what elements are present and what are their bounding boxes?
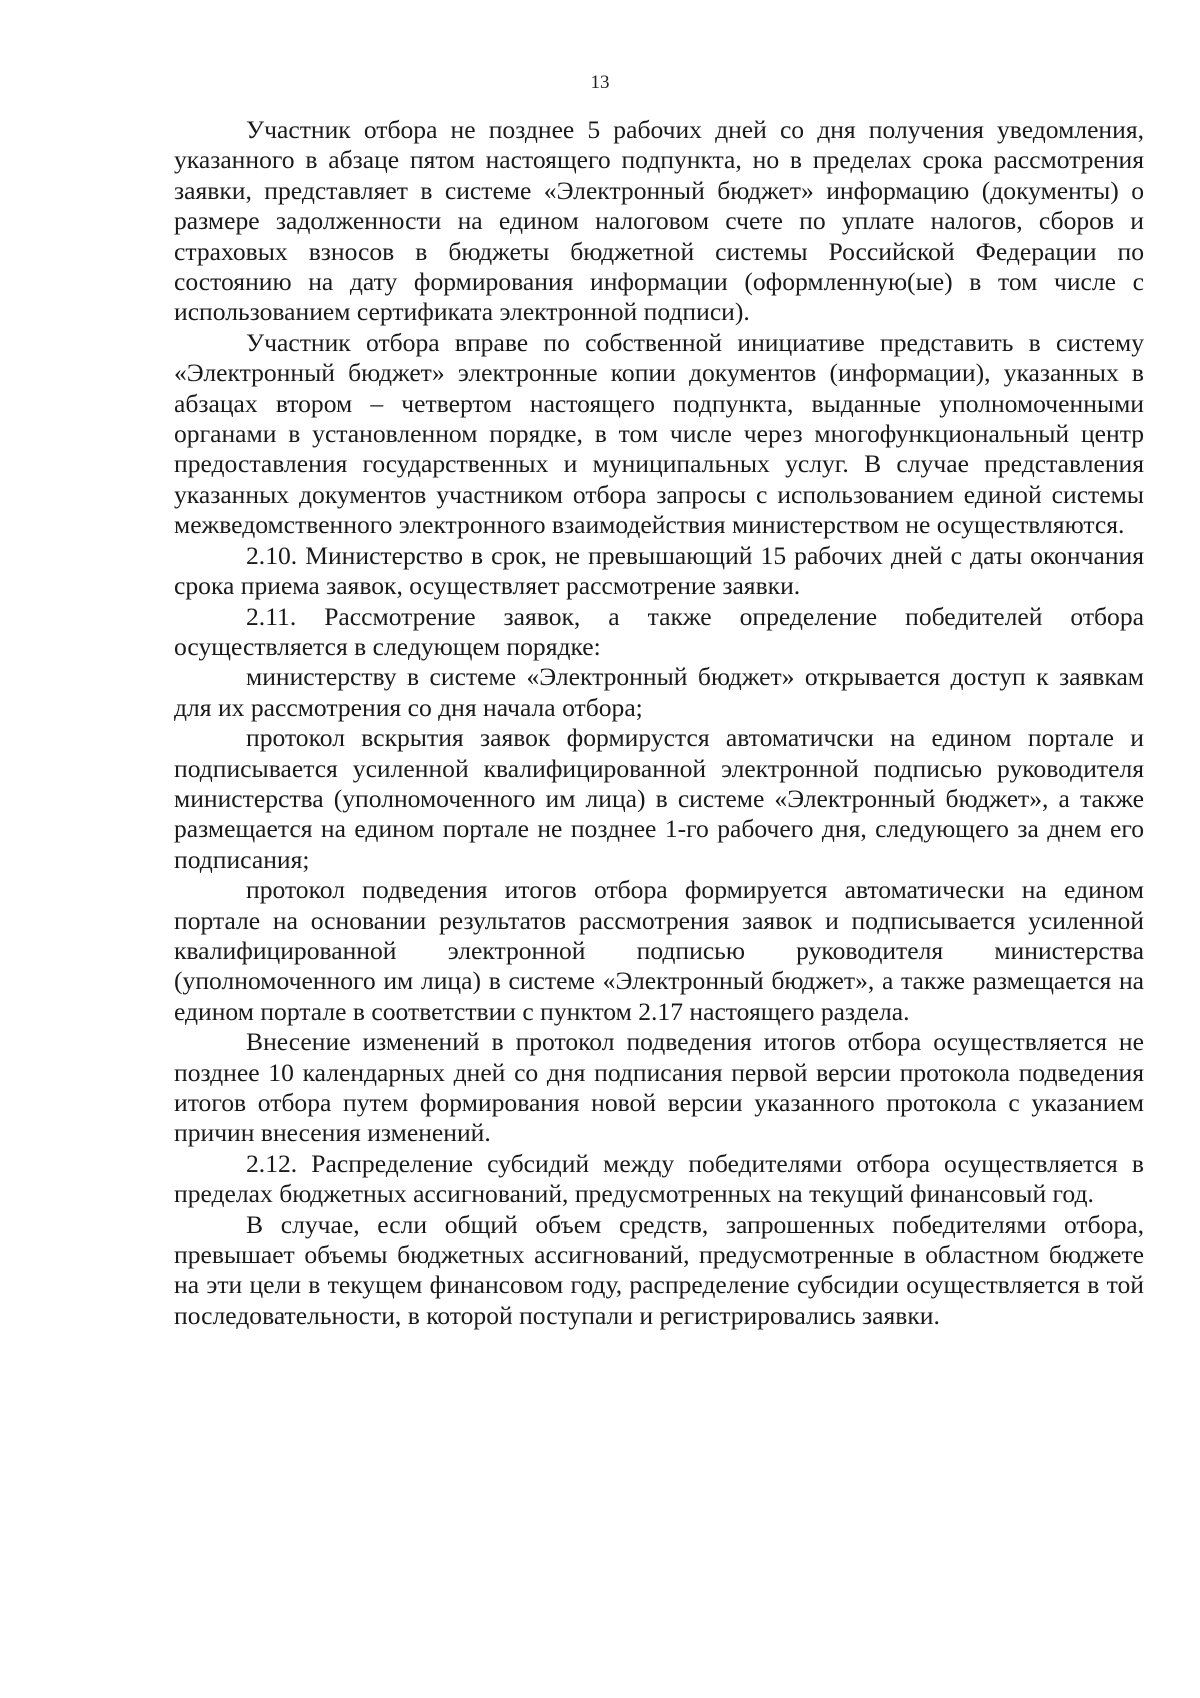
paragraph-allocation-order: В случае, если общий объем средств, запрошенных победителями отбора, превышает объемы бюджетных ассигнований, предусмотренные в областном бюджете на эти цели в текущем финансовом году, распределение субсидии осуществляется в той последовательности, в которой поступали и регистрировались заявки. bbox=[174, 1209, 1144, 1330]
paragraph-protocol-changes: Внесение изменений в протокол подведения итогов отбора осуществляется не позднее 10 календарных дней со дня подписания первой версии протокола подведения итогов отбора путем формирования новой версии указанного протокола с указанием причин внесения изменений. bbox=[174, 1027, 1144, 1148]
page-number: 13 bbox=[590, 72, 610, 93]
paragraph-2-12: 2.12. Распределение субсидий между победителями отбора осуществляется в пределах бюджетных ассигнований, предусмотренных на текущий финансовый год. bbox=[174, 1148, 1144, 1209]
paragraph-2-10: 2.10. Министерство в срок, не превышающий 15 рабочих дней с даты окончания срока приема заявок, осуществляет рассмотрение заявки. bbox=[174, 540, 1144, 601]
paragraph-opening-protocol: протокол вскрытия заявок формирустся автоматичски на едином портале и подписывается усиленной квалифицированной электронной подписью руководителя министерства (уполномоченного им лица) в системе «Электронный бюджет», а также размещается на едином портале не позднее 1-го рабочего дня, следующего за днем его подписания; bbox=[174, 723, 1144, 874]
paragraph-2-11: 2.11. Рассмотрение заявок, а также определение победителей отбора осуществляется в следующем порядке: bbox=[174, 601, 1144, 661]
document-body bbox=[174, 115, 1144, 1331]
paragraph-results-protocol: протокол подведения итогов отбора формируется автоматически на едином портале на основании результатов рассмотрения заявок и подписывается усиленной квалифицированной электронной подписью руководителя министерства (уполномоченного им лица) в системе «Электронный бюджет», а также размещается на едином портале в соответствии с пунктом 2.17 настоящего раздела. bbox=[174, 875, 1144, 1026]
paragraph-participant-own-initiative: Участник отбора вправе по собственной инициативе представить в систему «Электронный бюджет» электронные копии документов (информации), указанных в абзацах втором – четвертом настоящего подпункта, выданные уполномоченными органами в установленном порядке, в том числе через многофункциональный центр предоставления государственных и муниципальных услуг. В случае представления указанных документов участником отбора запросы с использованием единой системы межведомственного электронного взаимодействия министерством не осуществляются. bbox=[174, 327, 1144, 540]
paragraph-participant-debt-info: Участник отбора не позднее 5 рабочих дней со дня получения уведомления, указанного в абзаце пятом настоящего подпункта, но в пределах срока рассмотрения заявки, представляет в системе «Электронный бюджет» информацию (документы) о размере задолженности на едином налоговом счете по уплате налогов, сборов и страховых взносов в бюджеты бюджетной системы Российской Федерации по состоянию на дату формирования информации (оформленную(ые) в том числе с использованием сертификата электронной подписи). bbox=[174, 115, 1144, 327]
paragraph-ministry-access: министерству в системе «Электронный бюджет» открывается доступ к заявкам для их рассмотрения со дня начала отбора; bbox=[174, 662, 1144, 722]
